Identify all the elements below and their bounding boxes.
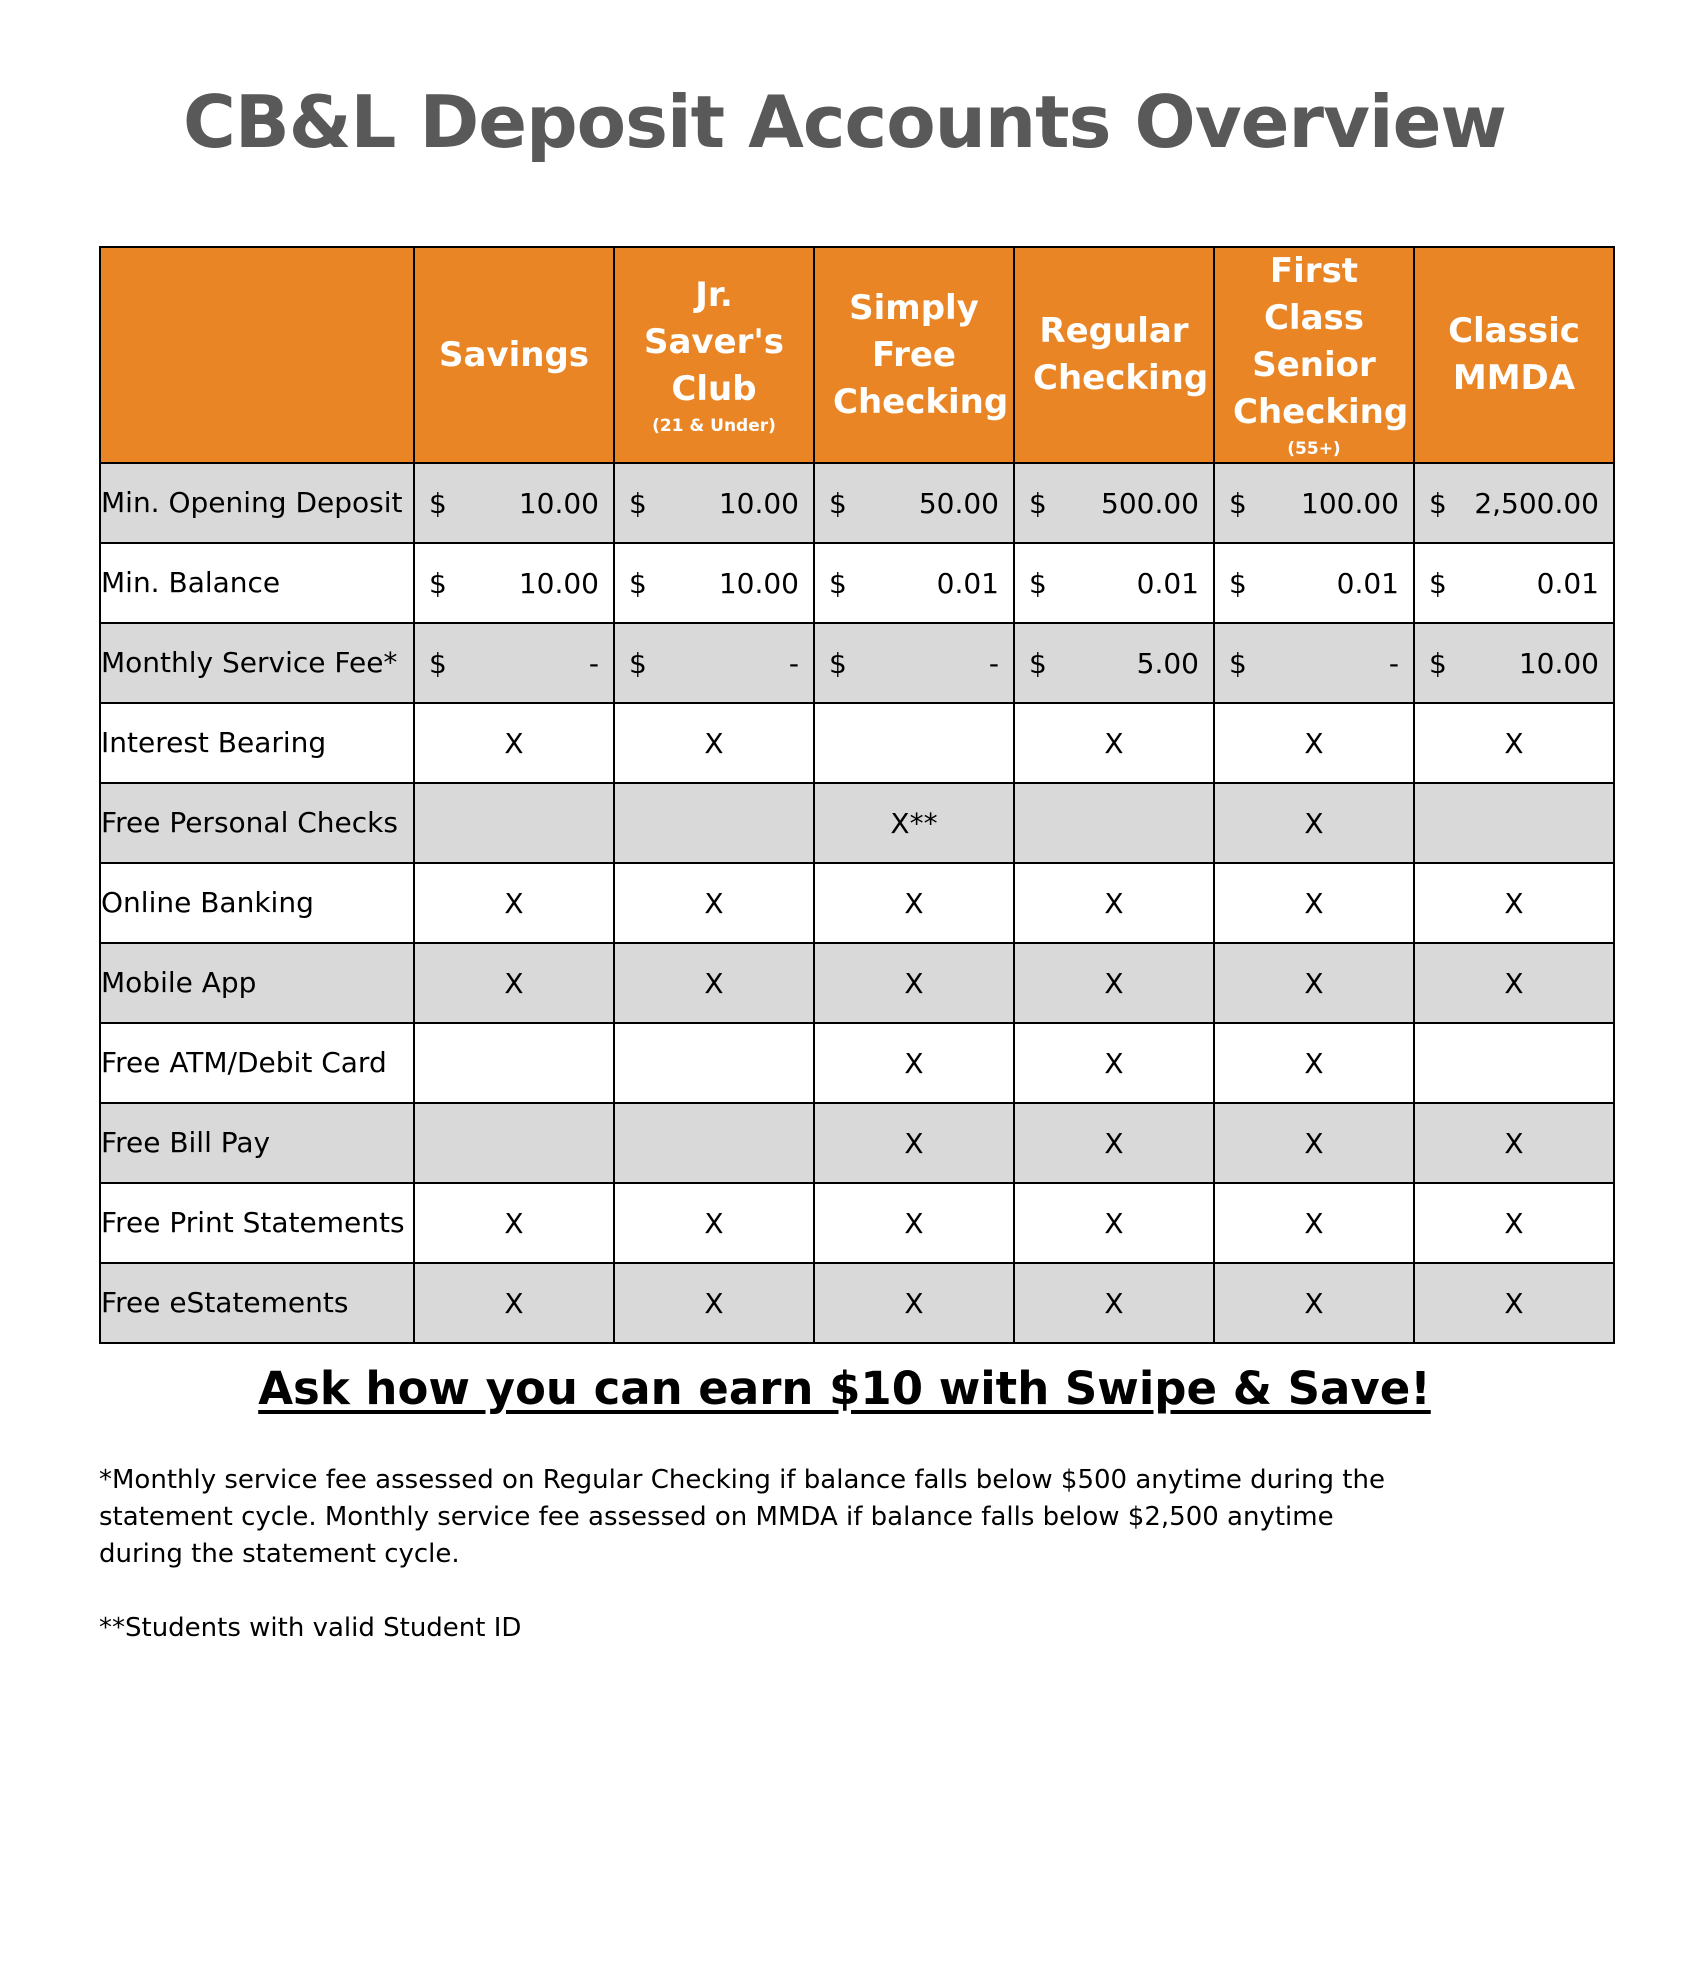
- header-row: [100, 247, 1614, 463]
- feature-mark-cell: X: [1014, 1023, 1214, 1103]
- amount-value: 0.01: [1336, 566, 1399, 600]
- amount-value: 100.00: [1301, 486, 1399, 520]
- feature-mark-cell: X: [1014, 1183, 1214, 1263]
- currency-symbol: $: [429, 486, 447, 520]
- feature-mark-cell: X: [1214, 1023, 1414, 1103]
- feature-mark-cell: X: [414, 1183, 614, 1263]
- table-row: [100, 1103, 1614, 1183]
- money-cell: [1014, 463, 1214, 543]
- feature-mark-cell: X: [814, 863, 1014, 943]
- currency-symbol: $: [1429, 566, 1447, 600]
- amount-value: -: [788, 646, 799, 680]
- row-label: Free ATM/Debit Card: [100, 1023, 414, 1103]
- amount-value: 50.00: [918, 486, 999, 520]
- money-cell: [1414, 623, 1614, 703]
- feature-mark-cell: [1414, 783, 1614, 863]
- amount-value: -: [988, 646, 999, 680]
- feature-mark-cell: X: [1014, 863, 1214, 943]
- money-cell: [814, 543, 1014, 623]
- feature-mark-cell: X: [414, 1263, 614, 1343]
- money-cell: [1014, 623, 1214, 703]
- table-row: [100, 463, 1614, 543]
- feature-mark-cell: [1014, 783, 1214, 863]
- header-savings: [414, 247, 614, 463]
- row-label: Min. Balance: [100, 543, 414, 623]
- feature-mark-cell: [1414, 1023, 1614, 1103]
- promo-banner: [0, 1362, 1689, 1415]
- table-row: [100, 1263, 1614, 1343]
- feature-mark-cell: X: [1214, 1103, 1414, 1183]
- feature-mark-cell: X: [1014, 1103, 1214, 1183]
- row-label: Free Personal Checks: [100, 783, 414, 863]
- feature-mark-cell: [614, 1023, 814, 1103]
- feature-mark-cell: X: [1414, 863, 1614, 943]
- table-row: [100, 943, 1614, 1023]
- row-label: Online Banking: [100, 863, 414, 943]
- money-cell: [614, 463, 814, 543]
- feature-mark-cell: X: [1414, 1263, 1614, 1343]
- feature-mark-cell: X: [414, 863, 614, 943]
- column-name: First Class Senior Checking: [1233, 251, 1409, 432]
- currency-symbol: $: [629, 486, 647, 520]
- amount-value: 0.01: [936, 566, 999, 600]
- column-name: Savings: [438, 334, 590, 375]
- feature-mark-cell: [814, 703, 1014, 783]
- money-cell: [1214, 543, 1414, 623]
- feature-mark-cell: [414, 1023, 614, 1103]
- amount-value: 0.01: [1136, 566, 1199, 600]
- money-cell: [1214, 463, 1414, 543]
- feature-mark-cell: [414, 1103, 614, 1183]
- feature-mark-cell: X**: [814, 783, 1014, 863]
- feature-mark-cell: X: [1414, 1103, 1614, 1183]
- amount-value: 5.00: [1136, 646, 1199, 680]
- money-cell: [414, 463, 614, 543]
- header-simply-free-checking: [814, 247, 1014, 463]
- feature-mark-cell: [414, 783, 614, 863]
- header-first-class-senior-checking: [1214, 247, 1414, 463]
- row-label: Min. Opening Deposit: [100, 463, 414, 543]
- row-label: Monthly Service Fee*: [100, 623, 414, 703]
- currency-symbol: $: [1229, 566, 1247, 600]
- feature-mark-cell: X: [814, 1183, 1014, 1263]
- money-cell: [1414, 463, 1614, 543]
- header-corner: [100, 247, 414, 463]
- column-name: Classic MMDA: [1448, 311, 1580, 398]
- table-row: [100, 1183, 1614, 1263]
- feature-mark-cell: [614, 783, 814, 863]
- amount-value: 0.01: [1536, 566, 1599, 600]
- currency-symbol: $: [429, 566, 447, 600]
- accounts-table: [99, 246, 1615, 1344]
- feature-mark-cell: X: [814, 943, 1014, 1023]
- currency-symbol: $: [1229, 486, 1247, 520]
- feature-mark-cell: X: [814, 1263, 1014, 1343]
- column-name: Simply Free Checking: [833, 287, 1009, 422]
- feature-mark-cell: X: [1014, 703, 1214, 783]
- feature-mark-cell: X: [1014, 943, 1214, 1023]
- money-cell: [1414, 543, 1614, 623]
- amount-value: 10.00: [518, 566, 599, 600]
- money-cell: [414, 623, 614, 703]
- feature-mark-cell: X: [1214, 863, 1414, 943]
- page-title: CB&L Deposit Accounts Overview: [183, 80, 1506, 164]
- currency-symbol: $: [1429, 646, 1447, 680]
- feature-mark-cell: X: [614, 1183, 814, 1263]
- feature-mark-cell: [614, 1103, 814, 1183]
- feature-mark-cell: X: [414, 943, 614, 1023]
- promo-text: Ask how you can earn $10 with Swipe & Save!: [258, 1362, 1431, 1415]
- money-cell: [614, 623, 814, 703]
- feature-mark-cell: X: [1214, 1263, 1414, 1343]
- currency-symbol: $: [1029, 566, 1047, 600]
- amount-value: 10.00: [718, 486, 799, 520]
- row-label: Free Bill Pay: [100, 1103, 414, 1183]
- footnote-student-id: **Students with valid Student ID: [99, 1613, 522, 1643]
- money-cell: [1014, 543, 1214, 623]
- amount-value: -: [588, 646, 599, 680]
- feature-mark-cell: X: [1214, 1183, 1414, 1263]
- amount-value: 500.00: [1101, 486, 1199, 520]
- amount-value: 10.00: [718, 566, 799, 600]
- feature-mark-cell: X: [1414, 943, 1614, 1023]
- table-row: [100, 623, 1614, 703]
- currency-symbol: $: [629, 646, 647, 680]
- currency-symbol: $: [1429, 486, 1447, 520]
- currency-symbol: $: [629, 566, 647, 600]
- row-label: Mobile App: [100, 943, 414, 1023]
- header-regular-checking: [1014, 247, 1214, 463]
- feature-mark-cell: X: [1214, 943, 1414, 1023]
- feature-mark-cell: X: [1414, 1183, 1614, 1263]
- feature-mark-cell: X: [614, 703, 814, 783]
- table-row: [100, 783, 1614, 863]
- amount-value: 10.00: [518, 486, 599, 520]
- feature-mark-cell: X: [1214, 783, 1414, 863]
- currency-symbol: $: [829, 486, 847, 520]
- currency-symbol: $: [429, 646, 447, 680]
- row-label: Interest Bearing: [100, 703, 414, 783]
- row-label: Free Print Statements: [100, 1183, 414, 1263]
- table-row: [100, 863, 1614, 943]
- money-cell: [614, 543, 814, 623]
- column-name: Regular Checking: [1033, 311, 1209, 398]
- feature-mark-cell: X: [814, 1023, 1014, 1103]
- row-label: Free eStatements: [100, 1263, 414, 1343]
- currency-symbol: $: [1029, 646, 1047, 680]
- table-row: [100, 1023, 1614, 1103]
- feature-mark-cell: X: [1414, 703, 1614, 783]
- money-cell: [414, 543, 614, 623]
- amount-value: 10.00: [1518, 646, 1599, 680]
- currency-symbol: $: [829, 566, 847, 600]
- table-body: [100, 463, 1614, 1343]
- feature-mark-cell: X: [614, 863, 814, 943]
- header-jr-savers-club: [614, 247, 814, 463]
- feature-mark-cell: X: [814, 1103, 1014, 1183]
- currency-symbol: $: [1229, 646, 1247, 680]
- footnote-service-fee: *Monthly service fee assessed on Regular Checking if balance falls below $500 anytime during the statement cycle. Monthly service fee assessed on MMDA if balance falls below $2,500 anytime during the statement cycle.: [99, 1465, 1385, 1569]
- table-row: [100, 543, 1614, 623]
- column-subtitle: (21 & Under): [652, 415, 776, 436]
- column-name: Jr. Saver's Club: [643, 274, 785, 409]
- table-row: [100, 703, 1614, 783]
- currency-symbol: $: [1029, 486, 1047, 520]
- column-subtitle: (55+): [1287, 439, 1341, 459]
- feature-mark-cell: X: [1014, 1263, 1214, 1343]
- feature-mark-cell: X: [1214, 703, 1414, 783]
- currency-symbol: $: [829, 646, 847, 680]
- money-cell: [814, 463, 1014, 543]
- feature-mark-cell: X: [414, 703, 614, 783]
- money-cell: [1214, 623, 1414, 703]
- money-cell: [814, 623, 1014, 703]
- amount-value: 2,500.00: [1474, 486, 1599, 520]
- amount-value: -: [1388, 646, 1399, 680]
- feature-mark-cell: X: [614, 943, 814, 1023]
- feature-mark-cell: X: [614, 1263, 814, 1343]
- header-classic-mmda: [1414, 247, 1614, 463]
